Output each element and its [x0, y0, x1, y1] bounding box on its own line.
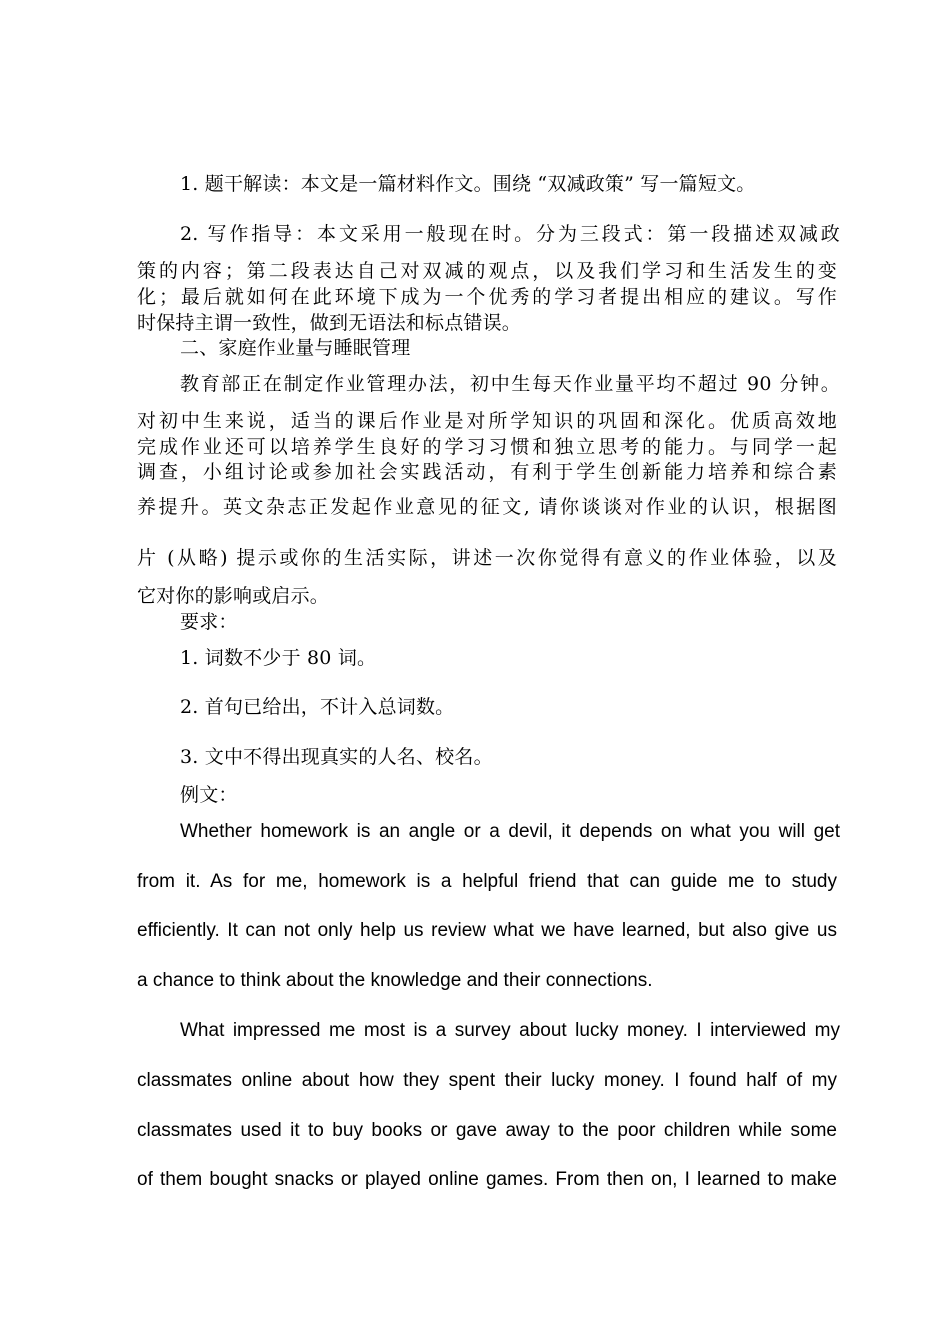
guide-item-1: 1. 题干解读：本文是一篇材料作文。围绕 “双减政策” 写一篇短文。 [180, 173, 756, 195]
prompt-line-5: 养提升。英文杂志正发起作业意见的征文, 请你谈谈对作业的认识，根据图 [137, 496, 837, 518]
guide-item-2-line-3: 化；最后就如何在此环境下成为一个优秀的学习者提出相应的建议。写作 [137, 286, 837, 308]
prompt-line-4: 调查，小组讨论或参加社会实践活动，有利于学生创新能力培养和综合素 [137, 461, 837, 483]
prompt-paragraph: 教育部正在制定作业管理办法，初中生每天作业量平均不超过 90 分钟。 [180, 373, 840, 395]
prompt-line-7: 它对你的影响或启示。 [137, 585, 330, 607]
sample-p1-line-4: a chance to think about the knowledge and their connections. [137, 970, 653, 991]
prompt-line-2: 对初中生来说，适当的课后作业是对所学知识的巩固和深化。优质高效地 [137, 410, 837, 432]
prompt-line-6: 片 (从略) 提示或你的生活实际，讲述一次你觉得有意义的作业体验，以及 [137, 547, 837, 569]
requirement-1: 1. 词数不少于 80 词。 [180, 647, 377, 669]
prompt-line-3: 完成作业还可以培养学生良好的学习习惯和独立思考的能力。与同学一起 [137, 436, 837, 458]
guide-item-2-line-2: 策的内容；第二段表达自己对双减的观点，以及我们学习和生活发生的变 [137, 260, 837, 282]
sample-paragraph-2: What impressed me most is a survey about lucky money. I interviewed my [180, 1020, 840, 1041]
sample-p2-line-4: of them bought snacks or played online games. From then on, I learned to make [137, 1169, 837, 1190]
sample-paragraph-1: Whether homework is an angle or a devil, it depends on what you will get [180, 821, 840, 842]
requirement-2: 2. 首句已给出，不计入总词数。 [180, 696, 455, 718]
requirement-3: 3. 文中不得出现真实的人名、校名。 [180, 746, 493, 768]
sample-p2-line-3: classmates used it to buy books or gave away to the poor children while some [137, 1120, 837, 1141]
sample-p1-line-2: from it. As for me, homework is a helpful friend that can guide me to study [137, 871, 837, 892]
sample-heading: 例文： [180, 784, 238, 806]
sample-p1-line-3: efficiently. It can not only help us review what we have learned, but also give us [137, 920, 837, 941]
sample-p2-line-2: classmates online about how they spent their lucky money. I found half of my [137, 1070, 837, 1091]
guide-item-2-line-4: 时保持主谓一致性，做到无语法和标点错误。 [137, 312, 522, 334]
guide-item-2: 2. 写作指导：本文采用一般现在时。分为三段式：第一段描述双减政 [180, 223, 840, 245]
section-heading: 二、家庭作业量与睡眠管理 [180, 337, 411, 359]
requirements-heading: 要求： [180, 611, 238, 633]
